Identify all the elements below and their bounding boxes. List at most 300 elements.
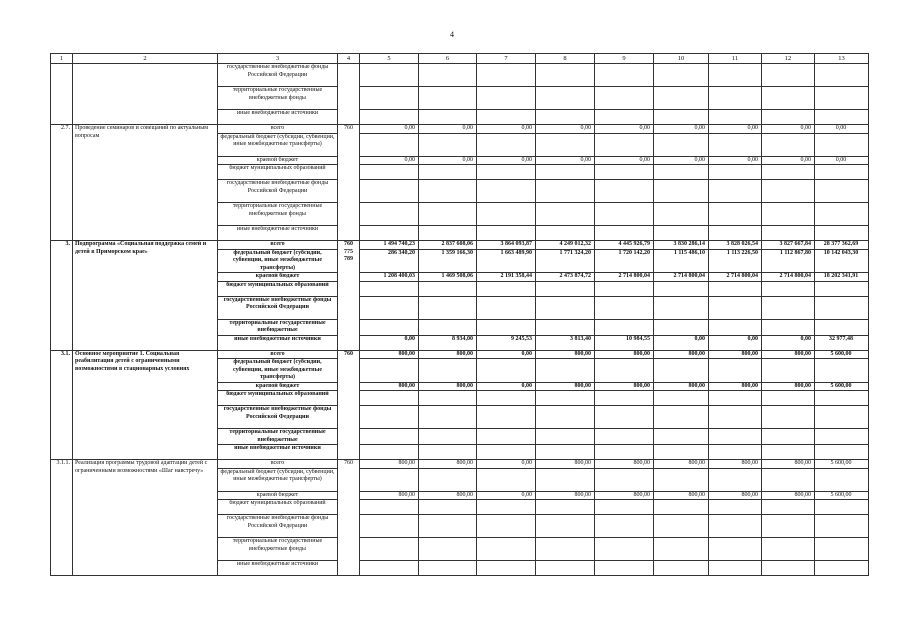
amount-cell: [762, 515, 815, 538]
amount-cell: [477, 561, 536, 576]
amount-cell: 0,00: [709, 156, 762, 165]
amount-cell: 800,00: [419, 382, 477, 391]
amount-cell: [595, 468, 654, 491]
amount-cell: 0,00: [477, 491, 536, 500]
amount-cell: [709, 445, 762, 460]
amount-cell: 800,00: [360, 382, 419, 391]
amount-cell: 2 714 800,04: [762, 273, 815, 282]
amount-cell: [709, 406, 762, 429]
amount-cell: [360, 468, 419, 491]
amount-cell: 800,00: [419, 491, 477, 500]
amount-cell: [654, 110, 709, 125]
amount-cell: [477, 538, 536, 561]
column-header: 2: [73, 54, 218, 64]
amount-cell: [654, 429, 709, 445]
amount-cell: [536, 165, 595, 180]
funding-source: краевой бюджет: [218, 156, 338, 165]
amount-cell: [419, 391, 477, 406]
amount-cell: [709, 64, 762, 87]
amount-cell: [815, 515, 869, 538]
amount-cell: [762, 203, 815, 226]
amount-cell: 2 837 608,06: [419, 241, 477, 250]
amount-cell: [536, 429, 595, 445]
amount-cell: 1 359 166,30: [419, 249, 477, 273]
funding-source: территориальные государственные внебюджетные: [218, 429, 338, 445]
amount-cell: [815, 500, 869, 515]
amount-cell: 0,00: [360, 156, 419, 165]
amount-cell: [762, 429, 815, 445]
amount-cell: [419, 180, 477, 203]
amount-cell: [815, 281, 869, 296]
amount-cell: 0,00: [654, 125, 709, 134]
amount-cell: [536, 561, 595, 576]
amount-cell: 1 208 400,03: [360, 273, 419, 282]
amount-cell: [477, 391, 536, 406]
funding-source: иные внебюджетные источники: [218, 335, 338, 350]
column-header: 9: [595, 54, 654, 64]
funding-source: бюджет муниципальных образований: [218, 500, 338, 515]
amount-cell: [536, 319, 595, 335]
amount-cell: 1 720 142,20: [595, 249, 654, 273]
funding-source: краевой бюджет: [218, 382, 338, 391]
amount-cell: [709, 468, 762, 491]
column-header: 11: [709, 54, 762, 64]
table-row: [51, 125, 869, 134]
amount-cell: [815, 445, 869, 460]
amount-cell: [360, 110, 419, 125]
amount-cell: [654, 180, 709, 203]
amount-cell: 800,00: [709, 382, 762, 391]
amount-cell: [762, 281, 815, 296]
amount-cell: [709, 133, 762, 156]
amount-cell: [709, 203, 762, 226]
column-header: 7: [477, 54, 536, 64]
amount-cell: [762, 391, 815, 406]
amount-cell: [595, 561, 654, 576]
amount-cell: [595, 445, 654, 460]
amount-cell: [419, 500, 477, 515]
amount-cell: [762, 500, 815, 515]
amount-cell: [360, 561, 419, 576]
amount-cell: [595, 391, 654, 406]
amount-cell: [477, 500, 536, 515]
amount-cell: 0,00: [360, 125, 419, 134]
amount-cell: 800,00: [536, 382, 595, 391]
amount-cell: 800,00: [419, 350, 477, 359]
amount-cell: [815, 429, 869, 445]
amount-cell: [360, 429, 419, 445]
amount-cell: [709, 180, 762, 203]
amount-cell: [815, 406, 869, 429]
amount-cell: [360, 296, 419, 319]
amount-cell: [419, 296, 477, 319]
amount-cell: 800,00: [654, 491, 709, 500]
amount-cell: 800,00: [709, 491, 762, 500]
amount-cell: 18 202 341,91: [815, 273, 869, 282]
amount-cell: 4 249 012,32: [536, 241, 595, 250]
amount-cell: 0,00: [815, 125, 869, 134]
amount-cell: [595, 319, 654, 335]
amount-cell: [360, 406, 419, 429]
amount-cell: 800,00: [595, 382, 654, 391]
amount-cell: [360, 165, 419, 180]
amount-cell: [536, 226, 595, 241]
amount-cell: [762, 226, 815, 241]
amount-cell: 0,00: [536, 156, 595, 165]
amount-cell: 1 112 867,80: [762, 249, 815, 273]
amount-cell: [536, 110, 595, 125]
amount-cell: [595, 110, 654, 125]
funding-source: иные внебюджетные источники: [218, 561, 338, 576]
funding-source: федеральный бюджет (субсидии, субвенции, иные межбюджетные трансферты): [218, 249, 338, 273]
amount-cell: [419, 165, 477, 180]
amount-cell: [654, 406, 709, 429]
amount-cell: [536, 515, 595, 538]
amount-cell: 4 445 926,79: [595, 241, 654, 250]
amount-cell: [654, 281, 709, 296]
amount-cell: 800,00: [360, 350, 419, 359]
amount-cell: 0,00: [477, 382, 536, 391]
amount-cell: [815, 133, 869, 156]
amount-cell: 0,00: [419, 125, 477, 134]
table-row: [51, 241, 869, 250]
budget-code: [338, 64, 360, 125]
amount-cell: 2 714 800,04: [654, 273, 709, 282]
amount-cell: 3 813,40: [536, 335, 595, 350]
amount-cell: [815, 391, 869, 406]
amount-cell: [654, 319, 709, 335]
amount-cell: 1 113 226,50: [709, 249, 762, 273]
amount-cell: [654, 391, 709, 406]
amount-cell: [360, 538, 419, 561]
funding-source: всего: [218, 125, 338, 134]
amount-cell: [815, 64, 869, 87]
amount-cell: [595, 406, 654, 429]
amount-cell: [654, 296, 709, 319]
funding-source: территориальные государственные внебюджетные фонды: [218, 87, 338, 110]
amount-cell: [815, 296, 869, 319]
amount-cell: 800,00: [419, 460, 477, 469]
budget-code: 760: [338, 350, 360, 460]
amount-cell: [654, 165, 709, 180]
funding-source: всего: [218, 460, 338, 469]
amount-cell: [477, 406, 536, 429]
amount-cell: [536, 538, 595, 561]
amount-cell: 10 142 043,30: [815, 249, 869, 273]
funding-source: федеральный бюджет (субсидии, субвенции, иные межбюджетные трансферты): [218, 359, 338, 383]
amount-cell: 1 469 508,06: [419, 273, 477, 282]
amount-cell: 800,00: [536, 350, 595, 359]
amount-cell: [595, 281, 654, 296]
funding-source: государственные внебюджетные фонды Российской Федерации: [218, 406, 338, 429]
amount-cell: [654, 87, 709, 110]
amount-cell: 0,00: [536, 125, 595, 134]
amount-cell: [477, 429, 536, 445]
amount-cell: [762, 406, 815, 429]
amount-cell: [477, 180, 536, 203]
amount-cell: [654, 445, 709, 460]
column-header: 8: [536, 54, 595, 64]
amount-cell: 9 245,53: [477, 335, 536, 350]
amount-cell: 32 977,48: [815, 335, 869, 350]
amount-cell: 0,00: [762, 125, 815, 134]
amount-cell: [815, 538, 869, 561]
amount-cell: [654, 468, 709, 491]
amount-cell: [360, 87, 419, 110]
amount-cell: [595, 429, 654, 445]
amount-cell: [595, 87, 654, 110]
amount-cell: [360, 203, 419, 226]
amount-cell: 3 828 026,54: [709, 241, 762, 250]
amount-cell: 800,00: [709, 350, 762, 359]
amount-cell: [709, 538, 762, 561]
amount-cell: [360, 180, 419, 203]
row-name: Основное мероприятие 1. Социальная реабилитация детей с ограниченными возможностями в стационарных условиях: [73, 350, 218, 460]
funding-source: иные внебюджетные источники: [218, 110, 338, 125]
amount-cell: 800,00: [762, 382, 815, 391]
amount-cell: 3 827 667,84: [762, 241, 815, 250]
table-row: [51, 460, 869, 469]
amount-cell: [595, 226, 654, 241]
amount-cell: [762, 468, 815, 491]
amount-cell: [419, 515, 477, 538]
amount-cell: [762, 110, 815, 125]
amount-cell: [709, 319, 762, 335]
amount-cell: [595, 180, 654, 203]
row-code: [51, 64, 73, 125]
amount-cell: [477, 515, 536, 538]
amount-cell: [360, 359, 419, 383]
amount-cell: 5 600,00: [815, 382, 869, 391]
amount-cell: [762, 538, 815, 561]
amount-cell: 1 494 740,23: [360, 241, 419, 250]
budget-code: 760: [338, 125, 360, 241]
amount-cell: [419, 406, 477, 429]
row-code: 3.1.1.: [51, 460, 73, 576]
amount-cell: [815, 319, 869, 335]
amount-cell: [595, 165, 654, 180]
amount-cell: [536, 281, 595, 296]
amount-cell: [815, 180, 869, 203]
amount-cell: [477, 110, 536, 125]
amount-cell: 800,00: [762, 350, 815, 359]
amount-cell: 2 714 800,04: [709, 273, 762, 282]
amount-cell: [419, 133, 477, 156]
amount-cell: 0,00: [477, 460, 536, 469]
row-name: Подпрограмма «Социальная поддержка семей и детей в Приморском крае»: [73, 241, 218, 351]
amount-cell: 0,00: [477, 125, 536, 134]
amount-cell: 0,00: [360, 335, 419, 350]
amount-cell: [815, 110, 869, 125]
funding-source: государственные внебюджетные фонды Российской Федерации: [218, 180, 338, 203]
amount-cell: [762, 561, 815, 576]
column-header: 1: [51, 54, 73, 64]
amount-cell: 3 864 093,87: [477, 241, 536, 250]
amount-cell: [360, 391, 419, 406]
funding-source: всего: [218, 241, 338, 250]
amount-cell: [709, 226, 762, 241]
amount-cell: [419, 64, 477, 87]
amount-cell: [536, 468, 595, 491]
amount-cell: [595, 133, 654, 156]
amount-cell: 0,00: [595, 156, 654, 165]
row-name: Проведение семинаров и совещаний по актуальным вопросам: [73, 125, 218, 241]
amount-cell: [762, 445, 815, 460]
amount-cell: 8 934,00: [419, 335, 477, 350]
funding-source: краевой бюджет: [218, 491, 338, 500]
row-code: 3.1.: [51, 350, 73, 460]
funding-source: территориальные государственные внебюджетные фонды: [218, 203, 338, 226]
amount-cell: 0,00: [762, 335, 815, 350]
amount-cell: [654, 203, 709, 226]
funding-source: федеральный бюджет (субсидии, субвенции, иные межбюджетные трансферты): [218, 133, 338, 156]
amount-cell: 0,00: [419, 156, 477, 165]
amount-cell: [419, 468, 477, 491]
amount-cell: [419, 110, 477, 125]
amount-cell: [419, 87, 477, 110]
amount-cell: [595, 515, 654, 538]
amount-cell: [762, 165, 815, 180]
amount-cell: 800,00: [360, 460, 419, 469]
amount-cell: [360, 226, 419, 241]
row-code: 3.: [51, 241, 73, 351]
amount-cell: 0,00: [477, 156, 536, 165]
column-header: 6: [419, 54, 477, 64]
amount-cell: 28 377 362,69: [815, 241, 869, 250]
amount-cell: 800,00: [595, 460, 654, 469]
funding-source: федеральный бюджет (субсидии, субвенции, иные межбюджетные трансферты): [218, 468, 338, 491]
amount-cell: 800,00: [654, 460, 709, 469]
amount-cell: [762, 133, 815, 156]
amount-cell: 286 340,20: [360, 249, 419, 273]
funding-source: государственные внебюджетные фонды Российской Федерации: [218, 296, 338, 319]
amount-cell: [709, 110, 762, 125]
amount-cell: [654, 64, 709, 87]
amount-cell: 800,00: [595, 350, 654, 359]
amount-cell: [360, 64, 419, 87]
amount-cell: 2 714 800,04: [595, 273, 654, 282]
amount-cell: [815, 561, 869, 576]
amount-cell: [419, 445, 477, 460]
amount-cell: [360, 515, 419, 538]
funding-source: территориальные государственные внебюджетные фонды: [218, 538, 338, 561]
amount-cell: [477, 296, 536, 319]
amount-cell: [419, 226, 477, 241]
amount-cell: [654, 359, 709, 383]
amount-cell: [762, 319, 815, 335]
amount-cell: [477, 203, 536, 226]
amount-cell: [360, 133, 419, 156]
amount-cell: [360, 281, 419, 296]
amount-cell: [595, 203, 654, 226]
amount-cell: [536, 64, 595, 87]
amount-cell: [815, 226, 869, 241]
funding-source: бюджет муниципальных образований: [218, 165, 338, 180]
amount-cell: 800,00: [709, 460, 762, 469]
amount-cell: 10 984,55: [595, 335, 654, 350]
amount-cell: 1 663 489,90: [477, 249, 536, 273]
amount-cell: [654, 500, 709, 515]
amount-cell: [477, 133, 536, 156]
amount-cell: [762, 87, 815, 110]
amount-cell: [709, 87, 762, 110]
funding-source: государственные внебюджетные фонды Российской Федерации: [218, 515, 338, 538]
amount-cell: 0,00: [654, 156, 709, 165]
amount-cell: [477, 468, 536, 491]
amount-cell: 1 115 486,10: [654, 249, 709, 273]
amount-cell: 1 771 324,20: [536, 249, 595, 273]
amount-cell: 0,00: [709, 335, 762, 350]
column-header: 13: [815, 54, 869, 64]
amount-cell: 0,00: [709, 125, 762, 134]
amount-cell: [419, 561, 477, 576]
amount-cell: [654, 515, 709, 538]
amount-cell: 3 830 286,14: [654, 241, 709, 250]
funding-source: бюджет муниципальных образований: [218, 281, 338, 296]
column-header: 5: [360, 54, 419, 64]
amount-cell: [419, 319, 477, 335]
row-code: 2.7.: [51, 125, 73, 241]
amount-cell: [595, 538, 654, 561]
funding-source: бюджет муниципальных образований: [218, 391, 338, 406]
amount-cell: 800,00: [762, 460, 815, 469]
amount-cell: 0,00: [595, 125, 654, 134]
amount-cell: [762, 296, 815, 319]
header-row: [51, 54, 869, 64]
funding-source: территориальные государственные внебюджетные: [218, 319, 338, 335]
column-header: 12: [762, 54, 815, 64]
budget-code: 760: [338, 460, 360, 576]
amount-cell: 800,00: [654, 382, 709, 391]
amount-cell: [709, 296, 762, 319]
row-name: [73, 64, 218, 125]
amount-cell: 800,00: [536, 491, 595, 500]
funding-source: краевой бюджет: [218, 273, 338, 282]
amount-cell: [360, 500, 419, 515]
amount-cell: [595, 500, 654, 515]
amount-cell: [709, 515, 762, 538]
amount-cell: [419, 429, 477, 445]
amount-cell: [762, 359, 815, 383]
amount-cell: 0,00: [654, 335, 709, 350]
funding-source: государственные внебюджетные фонды Российской Федерации: [218, 64, 338, 87]
amount-cell: [709, 165, 762, 180]
amount-cell: [536, 391, 595, 406]
amount-cell: 0,00: [762, 156, 815, 165]
amount-cell: [536, 445, 595, 460]
amount-cell: [815, 165, 869, 180]
amount-cell: [477, 226, 536, 241]
amount-cell: [419, 203, 477, 226]
budget-code: 760 775 789: [338, 241, 360, 351]
amount-cell: 800,00: [762, 491, 815, 500]
amount-cell: 5 600,00: [815, 491, 869, 500]
funding-source: иные внебюджетные источники: [218, 445, 338, 460]
amount-cell: [709, 391, 762, 406]
amount-cell: [477, 445, 536, 460]
amount-cell: [654, 561, 709, 576]
amount-cell: [419, 359, 477, 383]
amount-cell: [360, 319, 419, 335]
amount-cell: [815, 468, 869, 491]
amount-cell: [595, 64, 654, 87]
amount-cell: [477, 64, 536, 87]
amount-cell: [477, 319, 536, 335]
table-row: [51, 350, 869, 359]
amount-cell: 2 191 358,44: [477, 273, 536, 282]
amount-cell: [595, 359, 654, 383]
amount-cell: [360, 445, 419, 460]
